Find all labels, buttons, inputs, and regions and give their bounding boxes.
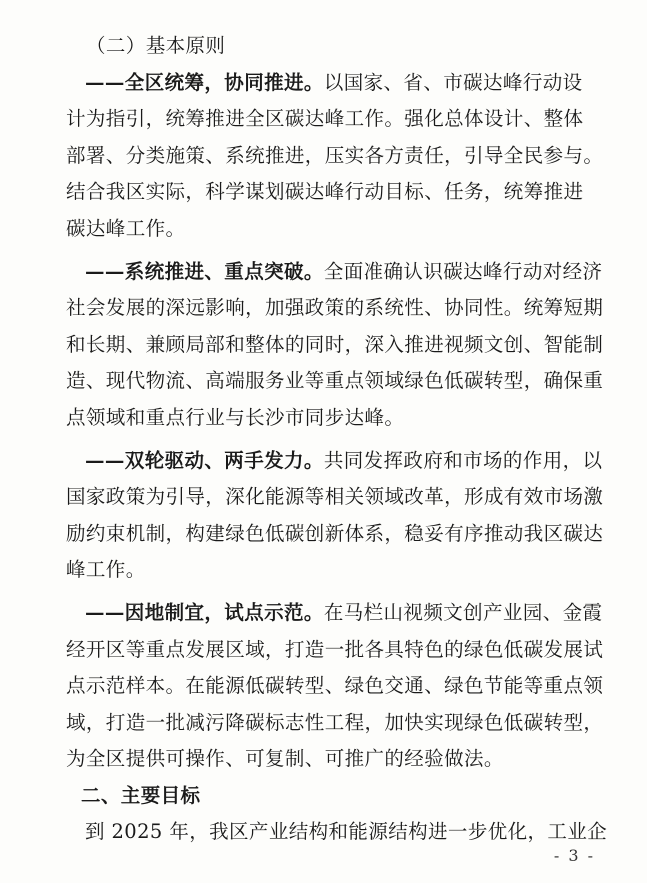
paragraph-1-first-line [66,65,606,102]
paragraph-2-lead: ——系统推进、重点突破。 [85,259,324,283]
paragraph-3-line-3: 励约束机制，构建绿色低碳创新体系，稳妥有序推动我区碳达 [66,521,604,545]
section-heading-main-goals: 二、主要目标 [81,783,201,807]
page-number: - 3 - [553,846,595,865]
paragraph-4-line-2: 经开区等重点发展区域，打造一批各具特色的绿色低碳发展试 [66,637,604,661]
paragraph-2-line-1: 全面准确认识碳达峰行动对经济 [323,259,603,283]
paragraph-1-line-5: 碳达峰工作。 [66,216,186,240]
paragraph-3-line-2: 国家政策为引导，深化能源等相关领域改革，形成有效市场激 [66,485,604,509]
section-title: （二）基本原则 [86,34,226,57]
paragraph-1-line-1: 以国家、省、市碳达峰行动设 [323,70,583,94]
paragraph-2-line-2: 社会发展的深远影响，加强政策的系统性、协同性。统筹短期 [66,296,604,320]
final-paragraph-line: 到 2025 年，我区产业结构和能源结构进一步优化，工业企 [85,820,608,844]
paragraph-1-lead: ——全区统筹，协同推进。 [85,70,324,94]
paragraph-2-line-3: 和长期、兼顾局部和整体的同时，深入推进视频文创、智能制 [66,332,604,356]
paragraph-1-line-4: 结合我区实际，科学谋划碳达峰行动目标、任务，统筹推进 [66,180,584,204]
paragraph-3-lead: ——双轮驱动、两手发力。 [85,448,324,472]
paragraph-4-line-3: 点示范样本。在能源低碳转型、绿色交通、绿色节能等重点领 [66,674,604,698]
paragraph-4-line-1: 在马栏山视频文创产业园、金霞 [323,600,603,624]
paragraph-3-first-line [66,443,606,480]
paragraph-2-first-line [66,254,606,291]
paragraph-1-line-3: 部署、分类施策、系统推进，压实各方责任，引导全民参与。 [66,143,604,167]
paragraph-4-line-4: 域，打造一批减污降碳标志性工程，加快实现绿色低碳转型， [66,710,604,734]
document-body [66,28,606,851]
paragraph-3-line-4: 峰工作。 [66,558,146,582]
paragraph-4-first-line [66,595,606,632]
paragraph-2-line-5: 点领域和重点行业与长沙市同步达峰。 [66,405,405,429]
paragraph-4-line-5: 为全区提供可操作、可复制、可推广的经验做法。 [66,747,504,771]
paragraph-1-line-2: 计为指引，统筹推进全区碳达峰工作。强化总体设计、整体 [66,107,584,131]
paragraph-3-line-1: 共同发挥政府和市场的作用，以 [323,448,603,472]
paragraph-2-line-4: 造、现代物流、高端服务业等重点领域绿色低碳转型，确保重 [66,369,604,393]
paragraph-4-lead: ——因地制宜，试点示范。 [85,600,324,624]
